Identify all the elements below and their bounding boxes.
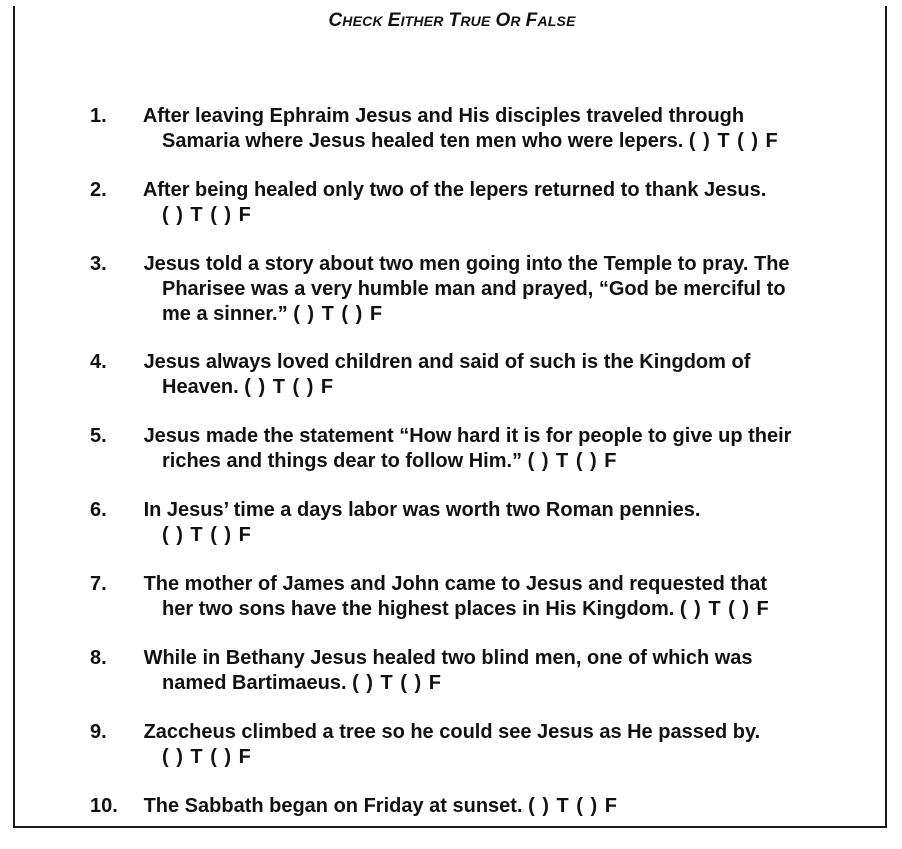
question-number: 6. (90, 499, 107, 521)
question-number: 10. (90, 795, 118, 817)
question-10 (90, 794, 880, 819)
question-list (15, 6, 885, 826)
true-false-choices[interactable]: ( ) T ( ) F (162, 746, 251, 768)
true-false-choices[interactable]: ( ) T ( ) F (293, 303, 383, 325)
question-2 (90, 178, 880, 228)
question-8 (90, 646, 880, 696)
question-text-line2: named Bartimaeus. (162, 672, 347, 694)
question-number: 2. (90, 179, 107, 201)
question-text-line1: The mother of James and John came to Jesus and requested that (143, 573, 768, 595)
question-number: 5. (90, 425, 107, 447)
page-title: CHECK EITHER TRUE OR FALSE (328, 10, 576, 31)
question-text-line1: Jesus always loved children and said of such is the Kingdom of (143, 351, 751, 373)
question-text-line1: While in Bethany Jesus healed two blind men, one of which was (143, 647, 753, 669)
question-text-line3: me a sinner.” (162, 303, 288, 325)
question-text-line1: The Sabbath began on Friday at sunset. (143, 795, 523, 817)
question-4 (90, 350, 880, 400)
true-false-choices[interactable]: ( ) T ( ) F (688, 130, 778, 152)
true-false-choices[interactable]: ( ) T ( ) F (162, 524, 251, 546)
question-text-line2: her two sons have the highest places in His Kingdom. (162, 598, 675, 620)
question-5 (90, 424, 880, 474)
true-false-choices[interactable]: ( ) T ( ) F (162, 204, 251, 226)
question-number: 8. (90, 647, 107, 669)
question-text-line1: After leaving Ephraim Jesus and His disciples traveled through (142, 105, 745, 127)
question-text-line1: Zaccheus climbed a tree so he could see Jesus as He passed by. (143, 721, 761, 743)
question-text-line2: Heaven. (162, 376, 239, 398)
question-text-line2: Pharisee was a very humble man and prayed, “God be merciful to (162, 278, 786, 300)
true-false-choices[interactable]: ( ) T ( ) F (527, 450, 617, 472)
question-number: 7. (90, 573, 107, 595)
question-text-line1: In Jesus’ time a days labor was worth two Roman pennies. (143, 499, 701, 521)
question-7 (90, 572, 880, 622)
question-6 (90, 498, 880, 548)
question-number: 4. (90, 351, 107, 373)
question-number: 3. (90, 253, 107, 275)
question-number: 9. (90, 721, 107, 743)
worksheet (13, 6, 887, 828)
question-number: 1. (90, 105, 107, 127)
question-3 (90, 252, 880, 327)
question-9 (90, 720, 880, 770)
true-false-choices[interactable]: ( ) T ( ) F (244, 376, 334, 398)
true-false-choices[interactable]: ( ) T ( ) F (352, 672, 441, 694)
question-text-line1: Jesus told a story about two men going into the Temple to pray. The (143, 253, 790, 275)
question-text-line1: Jesus made the statement “How hard it is for people to give up their (143, 425, 792, 447)
question-text-line2: riches and things dear to follow Him.” (162, 450, 523, 472)
true-false-choices[interactable]: ( ) T ( ) F (528, 795, 617, 817)
question-text-line2: Samaria where Jesus healed ten men who were lepers. (162, 130, 684, 152)
true-false-choices[interactable]: ( ) T ( ) F (679, 598, 769, 620)
question-1 (90, 104, 880, 154)
question-text-line1: After being healed only two of the lepers returned to thank Jesus. (142, 179, 767, 201)
